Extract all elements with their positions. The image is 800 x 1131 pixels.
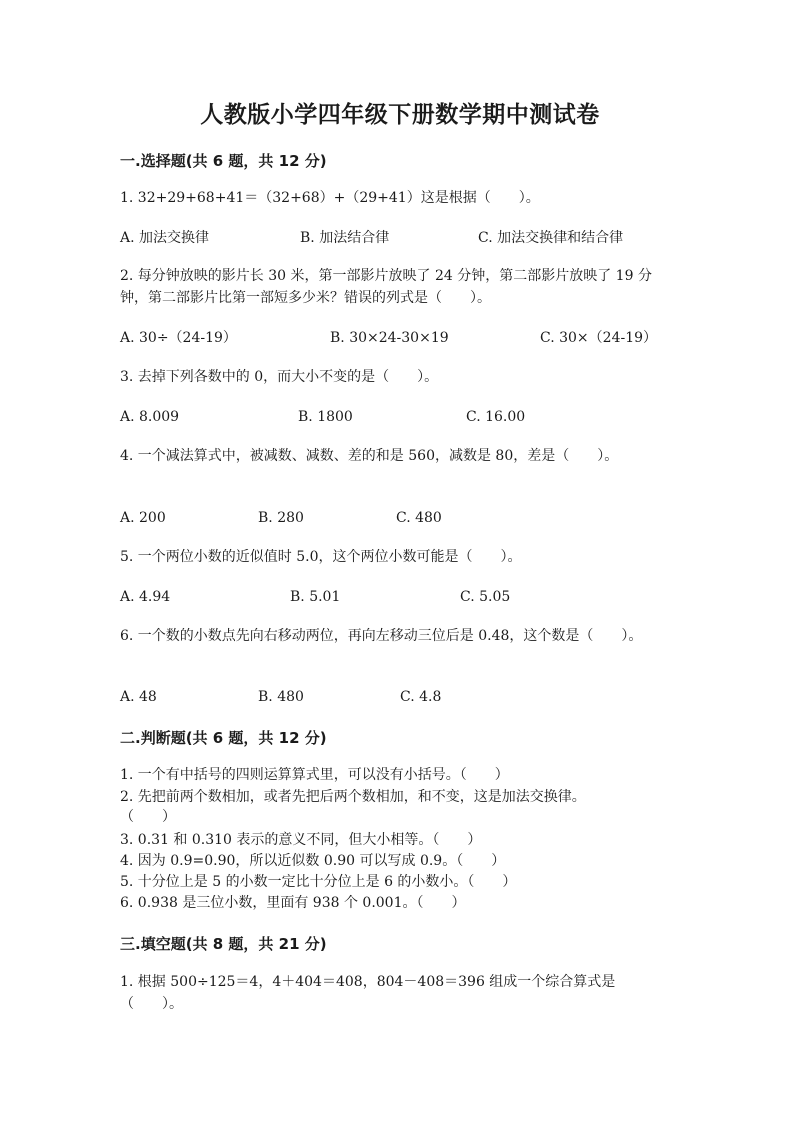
option-b: B. 5.01 (290, 589, 341, 605)
option-c: C. 480 (396, 510, 442, 526)
option-c: C. 30×（24-19） (540, 330, 658, 346)
option-b: B. 1800 (298, 409, 353, 425)
option-a: A. 8.009 (120, 409, 180, 425)
option-c: C. 4.8 (400, 689, 442, 705)
option-a: A. 加法交换律 (120, 230, 210, 246)
judgment-item-continuation: （ ） (120, 809, 176, 825)
judgment-item: 5. 十分位上是 5 的小数一定比十分位上是 6 的小数小。（ ） (120, 874, 517, 890)
question-4: 4. 一个减法算式中，被减数、减数、差的和是 560，减数是 80，差是（ ）。 (120, 448, 619, 464)
question-3: 3. 去掉下列各数中的 0，而大小不变的是（ ）。 (120, 369, 439, 385)
option-a: A. 4.94 (120, 589, 171, 605)
section-heading-judgment: 二.判断题(共 6 题，共 12 分) (120, 729, 327, 747)
judgment-item: 4. 因为 0.9=0.90，所以近似数 0.90 可以写成 0.9。（ ） (120, 853, 506, 869)
option-c: C. 加法交换律和结合律 (478, 230, 624, 246)
fill-question-1: 1. 根据 500÷125＝4，4＋404＝408，804－408＝396 组成一个综合算式是（ ）。 (120, 974, 616, 1012)
question-2: 2. 每分钟放映的影片长 30 米，第一部影片放映了 24 分钟，第二部影片放映了 19 分钟，第二部影片比第一部短多少米？错误的列式是（ ）。 (120, 268, 652, 306)
option-b: B. 30×24-30×19 (330, 330, 449, 346)
section-heading-choice: 一.选择题(共 6 题，共 12 分) (120, 152, 327, 170)
judgment-item: 6. 0.938 是三位小数，里面有 938 个 0.001。（ ） (120, 895, 466, 911)
question-5: 5. 一个两位小数的近似值时 5.0，这个两位小数可能是（ ）。 (120, 549, 522, 565)
question-1: 1. 32+29+68+41＝（32+68）+（29+41）这是根据（ ）。 (120, 190, 540, 206)
question-6: 6. 一个数的小数点先向右移动两位，再向左移动三位后是 0.48，这个数是（ ）。 (120, 628, 643, 644)
option-b: B. 280 (258, 510, 304, 526)
judgment-item: 2. 先把前两个数相加，或者先把后两个数相加，和不变，这是加法交换律。 (120, 789, 586, 805)
option-a: A. 48 (120, 689, 157, 705)
option-c: C. 16.00 (466, 409, 526, 425)
option-b: B. 480 (258, 689, 304, 705)
judgment-item: 3. 0.31 和 0.310 表示的意义不同，但大小相等。（ ） (120, 832, 482, 848)
option-a: A. 200 (120, 510, 166, 526)
option-c: C. 5.05 (460, 589, 511, 605)
page-title: 人教版小学四年级下册数学期中测试卷 (200, 102, 600, 128)
option-a: A. 30÷（24-19） (120, 330, 237, 346)
section-heading-fill: 三.填空题(共 8 题，共 21 分) (120, 935, 327, 953)
option-b: B. 加法结合律 (300, 230, 390, 246)
judgment-item: 1. 一个有中括号的四则运算算式里，可以没有小括号。（ ） (120, 767, 509, 783)
